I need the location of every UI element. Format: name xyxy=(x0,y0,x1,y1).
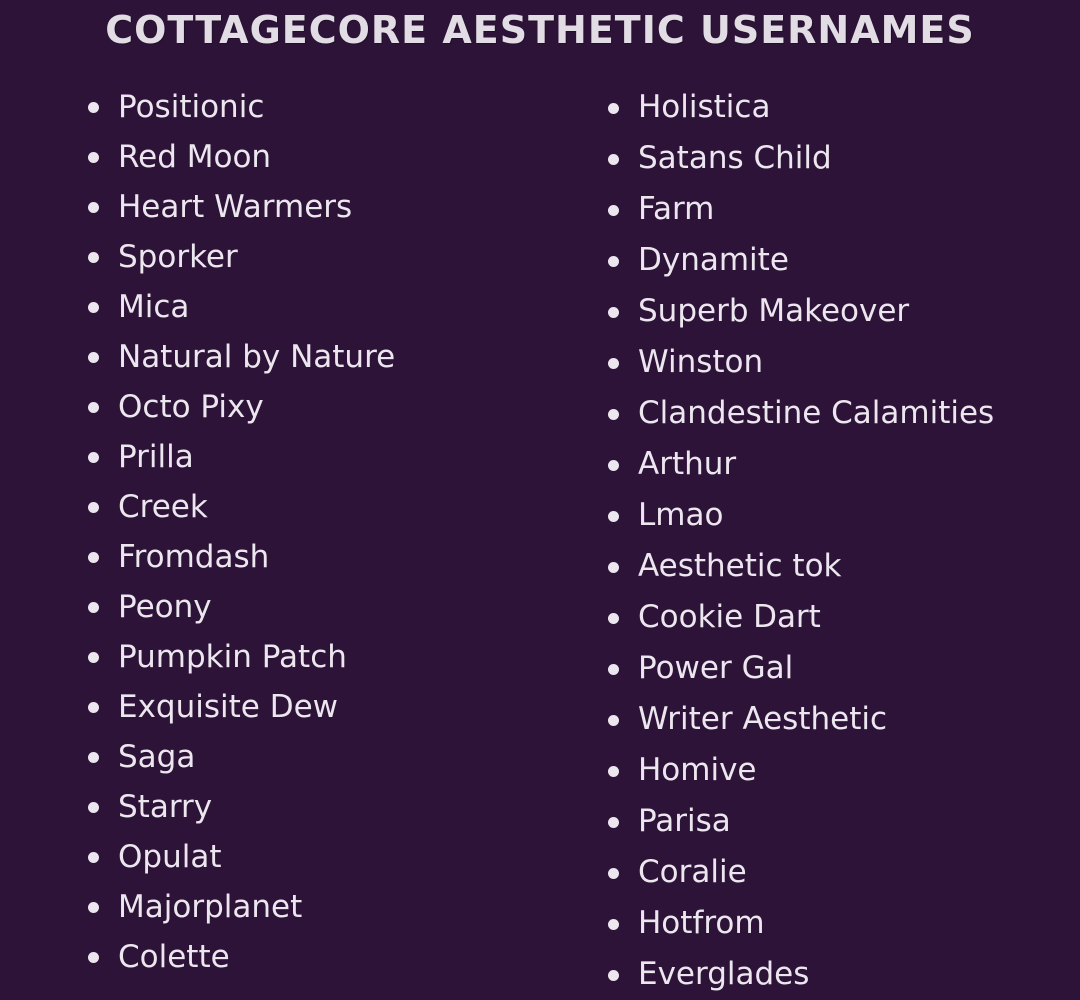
bullet-icon xyxy=(88,802,99,813)
username-label: Sporker xyxy=(118,239,238,275)
username-label: Holistica xyxy=(638,89,771,125)
username-list-left xyxy=(88,82,395,982)
username-label: Red Moon xyxy=(118,139,272,175)
list-item xyxy=(88,82,395,132)
username-label: Coralie xyxy=(638,854,747,890)
list-item xyxy=(608,82,994,133)
bullet-icon xyxy=(88,552,99,563)
page-title: COTTAGECORE AESTHETIC USERNAMES xyxy=(105,8,975,52)
list-item xyxy=(88,232,395,282)
bullet-icon xyxy=(88,202,99,213)
username-label: Creek xyxy=(118,489,208,525)
bullet-icon xyxy=(608,307,619,318)
list-item xyxy=(608,337,994,388)
bullet-icon xyxy=(608,205,619,216)
bullet-icon xyxy=(88,752,99,763)
username-label: Pumpkin Patch xyxy=(118,639,347,675)
list-item xyxy=(88,932,395,982)
username-list-right xyxy=(608,82,994,1000)
list-item xyxy=(88,682,395,732)
bullet-icon xyxy=(88,652,99,663)
list-item xyxy=(608,439,994,490)
list-item xyxy=(88,132,395,182)
list-item xyxy=(608,796,994,847)
username-label: Majorplanet xyxy=(118,889,303,925)
username-label: Parisa xyxy=(638,803,731,839)
username-label: Clandestine Calamities xyxy=(638,395,995,431)
bullet-icon xyxy=(608,970,619,981)
username-label: Cookie Dart xyxy=(638,599,821,635)
list-item xyxy=(88,282,395,332)
bullet-icon xyxy=(608,358,619,369)
list-item xyxy=(608,388,994,439)
list-item xyxy=(608,235,994,286)
list-item xyxy=(608,643,994,694)
username-label: Mica xyxy=(118,289,190,325)
bullet-icon xyxy=(608,256,619,267)
list-item xyxy=(608,184,994,235)
list-item xyxy=(88,832,395,882)
bullet-icon xyxy=(88,252,99,263)
list-item xyxy=(608,592,994,643)
username-label: Arthur xyxy=(638,446,737,482)
bullet-icon xyxy=(608,562,619,573)
bullet-icon xyxy=(608,103,619,114)
username-label: Saga xyxy=(118,739,196,775)
bullet-icon xyxy=(608,664,619,675)
username-label: Power Gal xyxy=(638,650,794,686)
list-item xyxy=(608,745,994,796)
username-label: Winston xyxy=(638,344,764,380)
list-item xyxy=(88,182,395,232)
bullet-icon xyxy=(608,766,619,777)
list-item xyxy=(608,490,994,541)
username-label: Positionic xyxy=(118,89,265,125)
bullet-icon xyxy=(608,511,619,522)
list-item xyxy=(88,882,395,932)
list-item xyxy=(88,732,395,782)
bullet-icon xyxy=(88,702,99,713)
bullet-icon xyxy=(88,102,99,113)
username-label: Fromdash xyxy=(118,539,270,575)
list-item xyxy=(88,582,395,632)
bullet-icon xyxy=(88,152,99,163)
list-item xyxy=(88,332,395,382)
username-label: Peony xyxy=(118,589,212,625)
bullet-icon xyxy=(88,602,99,613)
list-item xyxy=(88,532,395,582)
list-item xyxy=(608,541,994,592)
username-label: Satans Child xyxy=(638,140,832,176)
bullet-icon xyxy=(88,452,99,463)
bullet-icon xyxy=(88,952,99,963)
bullet-icon xyxy=(88,402,99,413)
username-label: Starry xyxy=(118,789,213,825)
bullet-icon xyxy=(608,715,619,726)
bullet-icon xyxy=(608,868,619,879)
list-item xyxy=(88,632,395,682)
username-label: Homive xyxy=(638,752,757,788)
bullet-icon xyxy=(608,409,619,420)
bullet-icon xyxy=(88,302,99,313)
list-item xyxy=(608,133,994,184)
list-item xyxy=(608,286,994,337)
bullet-icon xyxy=(88,852,99,863)
username-label: Farm xyxy=(638,191,715,227)
username-label: Superb Makeover xyxy=(638,293,910,329)
bullet-icon xyxy=(88,502,99,513)
username-label: Writer Aesthetic xyxy=(638,701,888,737)
username-label: Octo Pixy xyxy=(118,389,264,425)
username-label: Colette xyxy=(118,939,230,975)
list-item xyxy=(608,949,994,1000)
username-label: Everglades xyxy=(638,956,810,992)
bullet-icon xyxy=(88,902,99,913)
bullet-icon xyxy=(608,460,619,471)
username-label: Exquisite Dew xyxy=(118,689,339,725)
bullet-icon xyxy=(608,817,619,828)
username-label: Natural by Nature xyxy=(118,339,396,375)
bullet-icon xyxy=(608,919,619,930)
bullet-icon xyxy=(608,154,619,165)
list-item xyxy=(88,382,395,432)
username-label: Aesthetic tok xyxy=(638,548,842,584)
username-label: Opulat xyxy=(118,839,222,875)
username-label: Heart Warmers xyxy=(118,189,353,225)
list-item xyxy=(608,898,994,949)
bullet-icon xyxy=(608,613,619,624)
username-label: Lmao xyxy=(638,497,724,533)
list-item xyxy=(608,694,994,745)
username-label: Hotfrom xyxy=(638,905,765,941)
username-label: Prilla xyxy=(118,439,194,475)
bullet-icon xyxy=(88,352,99,363)
list-item xyxy=(88,782,395,832)
list-item xyxy=(608,847,994,898)
list-item xyxy=(88,432,395,482)
list-item xyxy=(88,482,395,532)
username-label: Dynamite xyxy=(638,242,789,278)
